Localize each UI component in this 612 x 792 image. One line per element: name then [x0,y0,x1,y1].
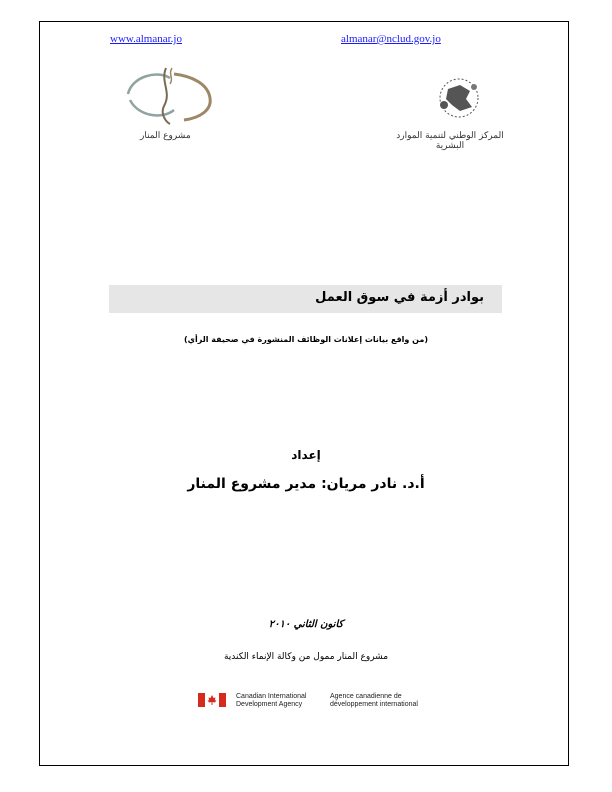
cida-french-name: Agence canadienne de développement international [330,693,418,708]
website-link[interactable]: www.almanar.jo [110,33,182,45]
canada-flag-icon [198,693,226,707]
nchrd-logo-icon [430,77,488,119]
author-name: أ.د. نادر مريان: مدير مشروع المنار [187,476,425,492]
cida-english-name: Canadian International Development Agency [236,693,307,708]
document-title: بوادر أزمة في سوق العمل [315,290,484,305]
document-subtitle: (من واقع بيانات إعلانات الوظائف المنشورة في صحيفة الرأي) [183,335,428,344]
email-link[interactable]: almanar@nclud.gov.jo [341,33,441,45]
almanar-logo-icon [118,64,216,126]
funding-statement: مشروع المنار ممول من وكالة الإنماء الكندية [223,652,389,662]
nchrd-logo-caption: المركز الوطني لتنمية الموارد البشرية [396,131,504,151]
almanar-logo-caption: مشروع المنار [140,131,191,141]
publication-date: كانون الثاني ٢٠١٠ [268,619,344,630]
prepared-by-label: إعداد [291,448,321,462]
